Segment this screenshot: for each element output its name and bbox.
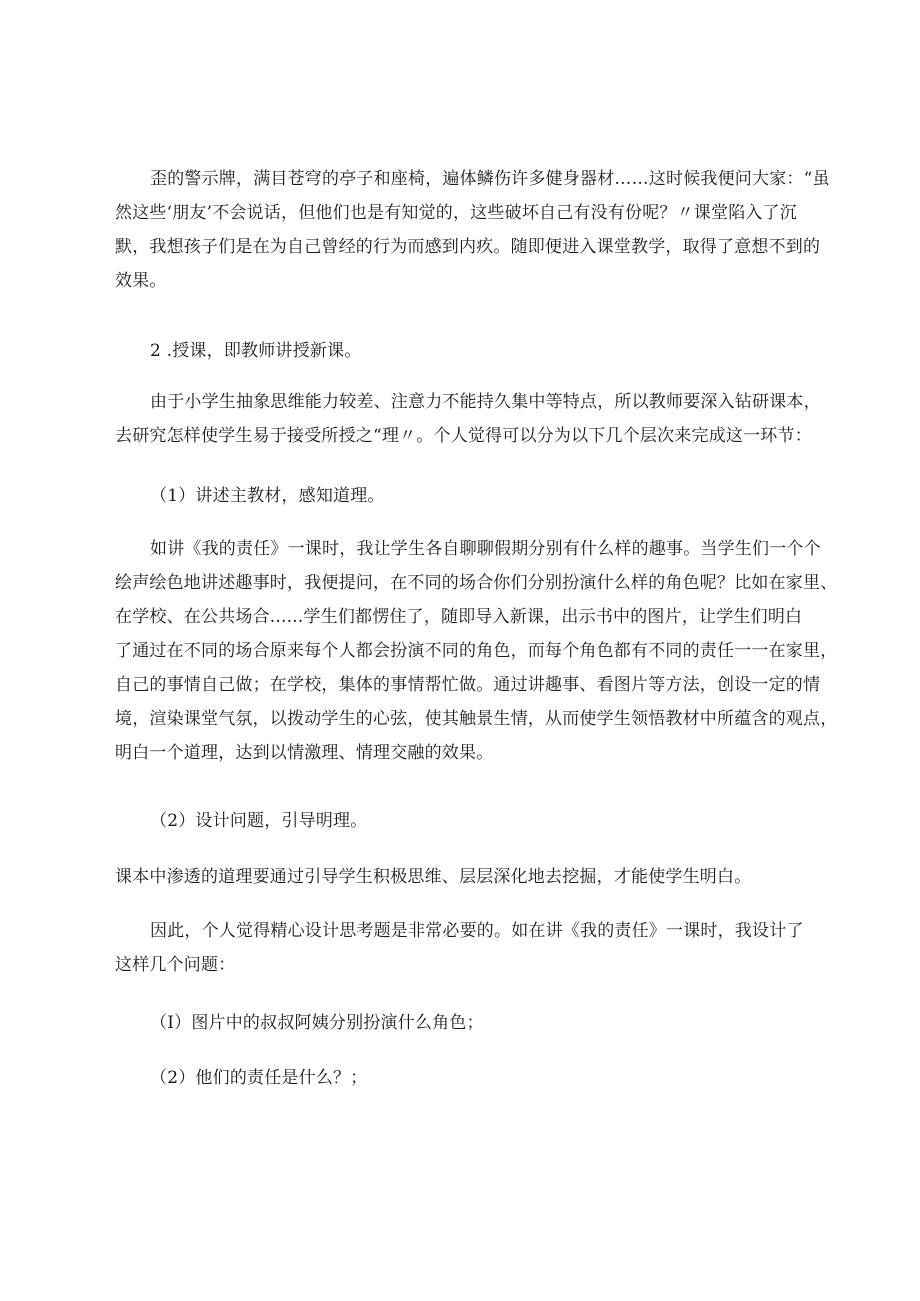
paragraph-guided-thinking <box>115 860 820 894</box>
text-line: 境，渲染课堂气氛，以拨动学生的心弦，使其触景生情，从而使学生领悟教材中所蕴含的观点， <box>115 709 838 729</box>
text-line: （2）他们的责任是什么？； <box>150 1068 368 1088</box>
paragraph-lecture-intro <box>115 162 830 298</box>
text-line: 由于小学生抽象思维能力较差、注意力不能持久集中等特点，所以教师要深入钻研课本， <box>150 392 821 412</box>
text-line: （1）讲述主教材，感知道理。 <box>150 486 385 506</box>
list-item-heading-2 <box>150 804 820 838</box>
text-line: 自己的事情自己做；在学校，集体的事情帮忙做。通过讲趣事、看图片等方法，创设一定的情 <box>115 675 821 695</box>
text-line: 了通过在不同的场合原来每个人都会扮演不同的角色，而每个角色都有不同的责任一一在家里， <box>115 641 838 661</box>
text-line: 绘声绘色地讲述趣事时，我便提问，在不同的场合你们分别扮演什么样的角色呢？比如在家里、 <box>115 573 838 593</box>
text-line: （I）图片中的叔叔阿姨分别扮演什么角色； <box>150 1013 484 1033</box>
paragraph-questions-intro <box>115 914 820 982</box>
text-line: 如讲《我的责任》一课时，我让学生各自聊聊假期分别有什么样的趣事。当学生们一个个 <box>150 539 821 559</box>
text-line: 课本中渗透的道理要通过引导学生积极思维、层层深化地去挖掘，才能使学生明白。 <box>115 867 752 887</box>
text-line: 2 .授课，即教师讲授新课。 <box>150 341 362 361</box>
paragraph-teaching-method <box>115 385 820 453</box>
text-line: 默，我想孩子们是在为自己曾经的行为而感到内疚。随即便进入课堂教学，取得了意想不到的 <box>115 237 821 257</box>
list-item-heading-1 <box>150 479 820 513</box>
text-line: 这样几个问题： <box>115 955 236 975</box>
text-line: （2）设计问题，引导明理。 <box>150 811 368 831</box>
question-item-1 <box>150 1006 820 1040</box>
text-line: 效果。 <box>115 271 167 291</box>
question-item-2 <box>150 1061 820 1095</box>
text-line: 在学校、在公共场合......学生们都愣住了，随即导入新课，出示书中的图片，让学生们明白 <box>115 607 803 627</box>
text-line: 明白一个道理，达到以情激理、情理交融的效果。 <box>115 743 494 763</box>
section-heading-teaching <box>115 334 820 368</box>
text-line: 歪的警示牌，满目苍穹的亭子和座椅，遍体鳞伤许多健身器材……这时候我便问大家：“虽 <box>150 169 830 189</box>
text-line: 然这些‘朋友’不会说话，但他们也是有知觉的，这些破坏自己有没有份呢？〃课堂陷入了沉 <box>115 203 798 223</box>
text-line: 去研究怎样使学生易于接受所授之“理〃。个人觉得可以分为以下几个层次来完成这一环节： <box>115 426 812 446</box>
text-line: 因此，个人觉得精心设计思考题是非常必要的。如在讲《我的责任》一课时，我设计了 <box>150 921 804 941</box>
paragraph-example-responsibility <box>115 532 838 770</box>
